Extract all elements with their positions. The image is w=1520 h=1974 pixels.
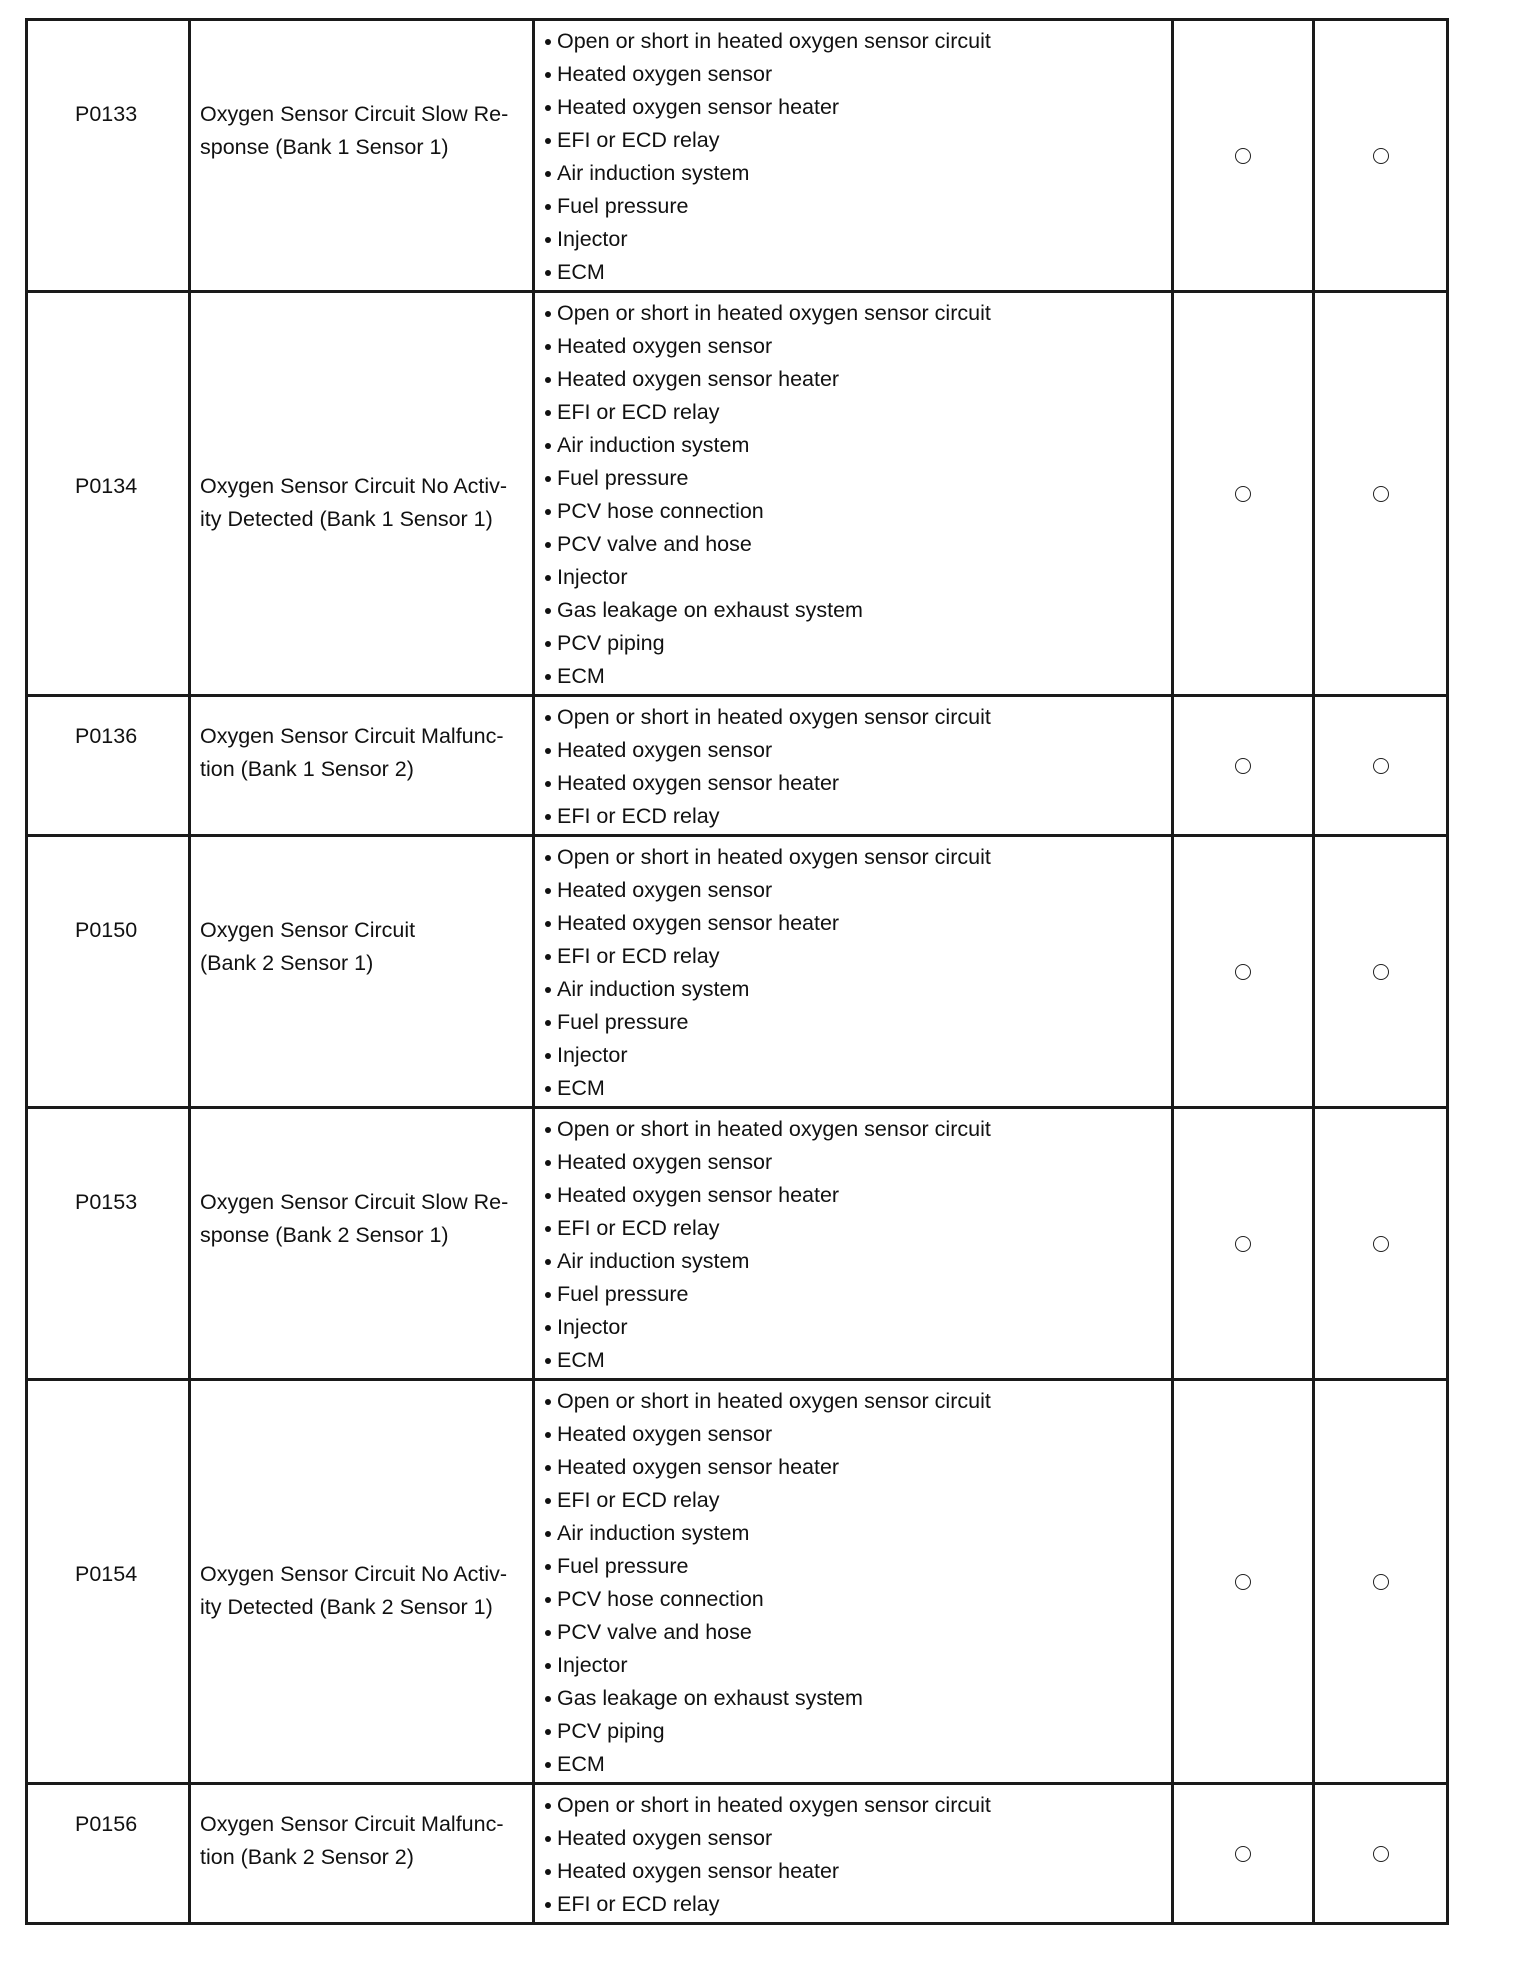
trouble-area-list [544,701,1171,833]
list-item: Heated oxygen sensor heater [544,907,1171,940]
list-item: Heated oxygen sensor [544,874,1171,907]
circle-icon [1235,758,1251,774]
mark-cell-1 [1173,1108,1314,1380]
detection-item-cell [190,1380,534,1784]
list-item: Injector [544,561,1171,594]
trouble-area-list [544,25,1171,289]
dtc-code: P0134 [75,474,138,498]
list-item: EFI or ECD relay [544,1484,1171,1517]
list-item: Heated oxygen sensor heater [544,363,1171,396]
list-item: Open or short in heated oxygen sensor circuit [544,297,1171,330]
circle-icon [1373,1846,1389,1862]
list-item: EFI or ECD relay [544,940,1171,973]
list-item: Open or short in heated oxygen sensor circuit [544,1385,1171,1418]
dtc-code: P0150 [75,918,138,942]
mark-cell-2 [1314,20,1448,292]
detection-item-cell [190,1784,534,1924]
list-item: Air induction system [544,429,1171,462]
list-item: ECM [544,660,1171,693]
trouble-area-cell [534,1108,1173,1380]
list-item: Heated oxygen sensor heater [544,91,1171,124]
trouble-area-cell [534,292,1173,696]
list-item: ECM [544,1344,1171,1377]
list-item: Fuel pressure [544,1278,1171,1311]
circle-icon [1373,758,1389,774]
mark-cell-2 [1314,1108,1448,1380]
mark-cell-1 [1173,696,1314,836]
list-item: PCV valve and hose [544,1616,1171,1649]
dtc-code-cell [27,20,190,292]
dtc-code-cell [27,696,190,836]
list-item: EFI or ECD relay [544,800,1171,833]
list-item: Heated oxygen sensor [544,1146,1171,1179]
list-item: Open or short in heated oxygen sensor circuit [544,25,1171,58]
list-item: Air induction system [544,1517,1171,1550]
list-item: Heated oxygen sensor [544,1418,1171,1451]
detection-item-cell [190,836,534,1108]
mark-cell-2 [1314,1380,1448,1784]
trouble-area-list [544,1385,1171,1781]
dtc-code-cell [27,1784,190,1924]
list-item: Fuel pressure [544,1550,1171,1583]
dtc-code: P0156 [75,1812,138,1836]
trouble-area-cell [534,1784,1173,1924]
detection-item-cell [190,20,534,292]
list-item: PCV hose connection [544,495,1171,528]
circle-icon [1235,1574,1251,1590]
dtc-code-cell [27,1380,190,1784]
circle-icon [1373,148,1389,164]
mark-cell-1 [1173,20,1314,292]
trouble-area-cell [534,1380,1173,1784]
detection-item-text: Oxygen Sensor Circuit Malfunc- tion (Bank 2 Sensor 2) [200,1812,504,1869]
mark-cell-1 [1173,292,1314,696]
list-item: Air induction system [544,973,1171,1006]
list-item: Heated oxygen sensor [544,1822,1171,1855]
dtc-code-cell [27,1108,190,1380]
list-item: ECM [544,1748,1171,1781]
circle-icon [1373,486,1389,502]
list-item: Open or short in heated oxygen sensor circuit [544,1789,1171,1822]
mark-cell-2 [1314,292,1448,696]
table-row [27,836,1448,1108]
dtc-code: P0154 [75,1562,138,1586]
list-item: Air induction system [544,1245,1171,1278]
list-item: Open or short in heated oxygen sensor circuit [544,1113,1171,1146]
trouble-area-cell [534,836,1173,1108]
table-row [27,292,1448,696]
detection-item-text: Oxygen Sensor Circuit Malfunc- tion (Bank 1 Sensor 2) [200,724,504,781]
list-item: PCV piping [544,1715,1171,1748]
circle-icon [1235,486,1251,502]
detection-item-cell [190,292,534,696]
list-item: Heated oxygen sensor [544,734,1171,767]
list-item: Heated oxygen sensor [544,58,1171,91]
list-item: Heated oxygen sensor [544,330,1171,363]
detection-item-text: Oxygen Sensor Circuit (Bank 2 Sensor 1) [200,918,416,975]
list-item: Heated oxygen sensor heater [544,1179,1171,1212]
list-item: ECM [544,256,1171,289]
list-item: EFI or ECD relay [544,1212,1171,1245]
list-item: EFI or ECD relay [544,1888,1171,1921]
mark-cell-2 [1314,696,1448,836]
list-item: PCV piping [544,627,1171,660]
trouble-area-list [544,841,1171,1105]
mark-cell-1 [1173,1380,1314,1784]
detection-item-text: Oxygen Sensor Circuit Slow Re- sponse (Bank 1 Sensor 1) [200,102,509,159]
list-item: Fuel pressure [544,462,1171,495]
dtc-code: P0133 [75,102,138,126]
list-item: Fuel pressure [544,1006,1171,1039]
circle-icon [1373,1236,1389,1252]
list-item: EFI or ECD relay [544,396,1171,429]
list-item: Injector [544,1649,1171,1682]
trouble-area-list [544,297,1171,693]
list-item: Gas leakage on exhaust system [544,594,1171,627]
dtc-code: P0136 [75,724,138,748]
dtc-code: P0153 [75,1190,138,1214]
table-row [27,1108,1448,1380]
trouble-area-cell [534,20,1173,292]
circle-icon [1235,1236,1251,1252]
list-item: Open or short in heated oxygen sensor circuit [544,701,1171,734]
list-item: Heated oxygen sensor heater [544,1855,1171,1888]
table-row [27,1784,1448,1924]
list-item: Gas leakage on exhaust system [544,1682,1171,1715]
detection-item-text: Oxygen Sensor Circuit No Activ- ity Detected (Bank 2 Sensor 1) [200,1562,508,1619]
trouble-area-list [544,1789,1171,1921]
circle-icon [1235,1846,1251,1862]
trouble-area-cell [534,696,1173,836]
list-item: Injector [544,223,1171,256]
list-item: PCV valve and hose [544,528,1171,561]
table-row [27,1380,1448,1784]
dtc-table [25,18,1449,1925]
detection-item-text: Oxygen Sensor Circuit Slow Re- sponse (Bank 2 Sensor 1) [200,1190,509,1247]
circle-icon [1373,964,1389,980]
list-item: Air induction system [544,157,1171,190]
dtc-code-cell [27,292,190,696]
list-item: Open or short in heated oxygen sensor circuit [544,841,1171,874]
detection-item-cell [190,696,534,836]
circle-icon [1235,148,1251,164]
mark-cell-1 [1173,1784,1314,1924]
list-item: ECM [544,1072,1171,1105]
list-item: Injector [544,1311,1171,1344]
list-item: Heated oxygen sensor heater [544,1451,1171,1484]
table-row [27,696,1448,836]
list-item: PCV hose connection [544,1583,1171,1616]
list-item: EFI or ECD relay [544,124,1171,157]
dtc-code-cell [27,836,190,1108]
table-row [27,20,1448,292]
list-item: Heated oxygen sensor heater [544,767,1171,800]
circle-icon [1235,964,1251,980]
dtc-table-body [27,20,1448,1924]
trouble-area-list [544,1113,1171,1377]
detection-item-cell [190,1108,534,1380]
list-item: Injector [544,1039,1171,1072]
circle-icon [1373,1574,1389,1590]
detection-item-text: Oxygen Sensor Circuit No Activ- ity Detected (Bank 1 Sensor 1) [200,474,508,531]
mark-cell-2 [1314,836,1448,1108]
mark-cell-1 [1173,836,1314,1108]
mark-cell-2 [1314,1784,1448,1924]
list-item: Fuel pressure [544,190,1171,223]
